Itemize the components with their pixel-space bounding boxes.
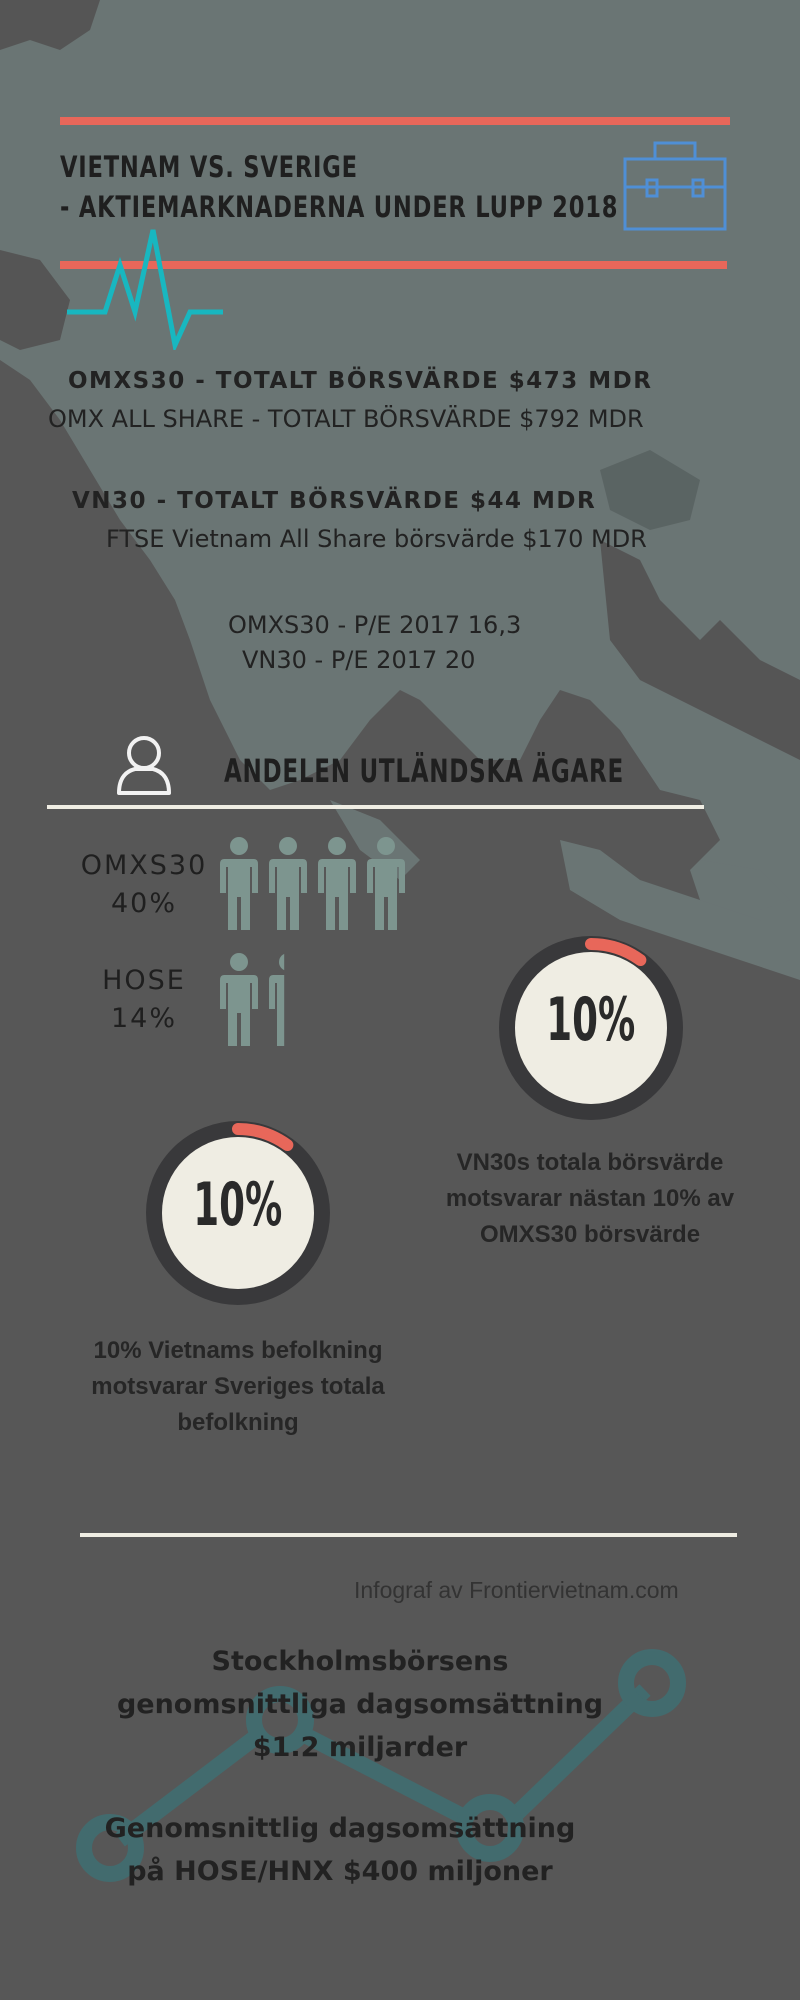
omxs30-owner-percent: 40%: [110, 888, 177, 919]
briefcase-icon: [622, 140, 728, 234]
vietnam-turnover: [40, 1807, 640, 1893]
vietnam-turnover-line-1: Genomsnittlig dagsomsättning: [104, 1813, 576, 1844]
title-line-1: VIETNAM VS. SVERIGE: [60, 150, 358, 184]
pictogram-svg: [220, 837, 416, 933]
vn30-market-cap: VN30 - TOTALT BÖRSVÄRDE $44 MDR: [72, 488, 597, 514]
title-line-2: - AKTIEMARKNADERNA UNDER LUPP 2018: [60, 190, 619, 224]
market-cap-caption-line-3: OMXS30 börsvärde: [479, 1221, 701, 1248]
market-cap-gauge-value: 10%: [546, 985, 636, 1055]
person-icon: [269, 837, 307, 930]
market-cap-gauge-value-box: [495, 985, 687, 1055]
person-icon: [318, 837, 356, 930]
section-divider: [47, 805, 704, 809]
hose-owner-pictogram: [220, 953, 420, 1049]
footer-divider: [80, 1533, 737, 1537]
person-icon: [269, 953, 307, 1046]
population-caption-line-2: motsvarar Sveriges totala: [91, 1373, 385, 1400]
omxs30-owner-name: OMXS30: [80, 850, 208, 881]
person-icon: [220, 837, 258, 930]
population-gauge-value-box: [142, 1170, 334, 1240]
hose-owner-name: HOSE: [102, 965, 186, 996]
credit-text: Infograf av Frontiervietnam.com: [354, 1577, 679, 1603]
omxs30-market-cap: OMXS30 - TOTALT BÖRSVÄRDE $473 MDR: [68, 368, 653, 394]
population-gauge-value: 10%: [193, 1170, 283, 1240]
vietnam-turnover-line-2: på HOSE/HNX $400 miljoner: [127, 1856, 553, 1887]
hose-owner-percent: 14%: [110, 1003, 177, 1034]
market-cap-caption-line-2: motsvarar nästan 10% av: [445, 1185, 735, 1212]
foreign-owners-heading: ANDELEN UTLÄNDSKA ÄGARE: [224, 752, 624, 790]
market-cap-caption: [400, 1145, 780, 1253]
person-icon: [367, 837, 405, 930]
market-cap-caption-line-1: VN30s totala börsvärde: [456, 1149, 724, 1176]
omxs30-owner-label: [74, 847, 214, 923]
person-icon: [220, 953, 258, 1046]
population-caption-line-3: befolkning: [177, 1409, 299, 1436]
heartbeat-icon: [65, 225, 225, 350]
stockholm-turnover-line-3: $1.2 miljarder: [252, 1732, 468, 1763]
omxs30-owner-pictogram: [220, 837, 420, 933]
ftse-vietnam-market-cap: FTSE Vietnam All Share börsvärde $170 MDR: [106, 525, 647, 553]
user-icon: [115, 733, 173, 797]
omx-all-share-market-cap: OMX ALL SHARE - TOTALT BÖRSVÄRDE $792 MDR: [48, 405, 644, 433]
omxs30-pe-ratio: OMXS30 - P/E 2017 16,3: [228, 611, 522, 639]
title-rule-top: [60, 117, 730, 125]
stockholm-turnover-line-2: genomsnittliga dagsomsättning: [116, 1689, 604, 1720]
population-caption: [48, 1333, 428, 1441]
vn30-pe-ratio: VN30 - P/E 2017 20: [242, 646, 476, 674]
stockholm-turnover: [60, 1640, 660, 1769]
stockholm-turnover-line-1: Stockholmsbörsens: [211, 1646, 509, 1677]
hose-owner-label: [74, 962, 214, 1038]
pictogram-svg: [220, 953, 318, 1049]
population-caption-line-1: 10% Vietnams befolkning: [93, 1337, 383, 1364]
